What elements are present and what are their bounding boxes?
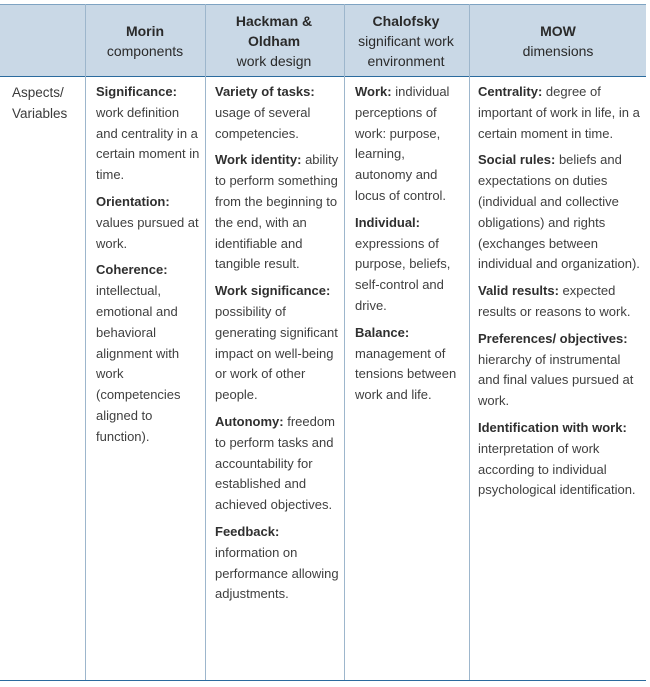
header-morin: [86, 5, 204, 76]
mow-desc: expected results or reasons to work.: [478, 283, 631, 319]
mow-term: Centrality:: [478, 84, 543, 99]
hackman-desc: ability to perform something from the beginning to the end, with an identifiable and tangible result.: [215, 152, 339, 272]
chalofsky-desc: individual perceptions of work: purpose, learning, autonomy and locus of control.: [355, 84, 450, 203]
column-divider: [205, 4, 206, 681]
morin-term: Orientation:: [96, 193, 170, 209]
morin-entry: [96, 82, 200, 186]
row-label-line2: Variables: [12, 106, 68, 121]
mow-desc: interpretation of work according to individual psychological identification.: [478, 440, 636, 498]
chalofsky-term: Individual:: [355, 214, 420, 230]
chalofsky-term: Balance:: [355, 324, 410, 340]
chalofsky-desc: expressions of purpose, beliefs, self-control and drive.: [355, 235, 451, 313]
header-chalofsky-line1: Chalofsky: [372, 12, 440, 29]
column-divider: [344, 4, 345, 681]
column-divider: [85, 4, 86, 681]
hackman-term: Autonomy:: [215, 413, 284, 429]
mow-term: Valid results:: [478, 283, 559, 299]
chalofsky-desc: management of tensions between work and life.: [355, 345, 457, 403]
chalofsky-entry: [355, 213, 463, 317]
hackman-entry: [215, 522, 339, 605]
table-header: [0, 4, 646, 77]
morin-desc: intellectual, emotional and behavioral alignment with work (competencies aligned to function).: [96, 283, 181, 444]
column-morin: [96, 82, 200, 454]
morin-term: Coherence:: [96, 262, 168, 278]
mow-term: Preferences/ objectives:: [478, 330, 628, 346]
header-chalofsky-line3: environment: [367, 52, 445, 69]
hackman-desc: usage of several competencies.: [215, 104, 311, 141]
hackman-term: Work identity:: [215, 152, 302, 168]
mow-term: Social rules:: [478, 152, 556, 168]
morin-desc: work definition and centrality in a certain moment in time.: [96, 104, 200, 183]
header-chalofsky: [345, 5, 467, 76]
column-chalofsky: [355, 82, 463, 412]
hackman-desc: information on performance allowing adjustments.: [215, 544, 339, 602]
table-bottom-border: [0, 680, 646, 681]
hackman-desc: possibility of generating significant impact on well-being or work of other people.: [215, 303, 338, 403]
hackman-entry: [215, 412, 339, 516]
morin-entry: [96, 260, 200, 447]
chalofsky-term: Work:: [355, 84, 392, 99]
header-morin-line1: Morin: [125, 22, 165, 39]
mow-entry: [478, 329, 640, 412]
hackman-entry: [215, 82, 339, 144]
mow-desc: degree of important of work in life, in a certain moment in time.: [478, 84, 640, 141]
mow-term: Identification with work:: [478, 419, 627, 435]
row-label-line1: Aspects/: [12, 85, 64, 100]
header-mow: [470, 5, 646, 76]
hackman-term: Work significance:: [215, 283, 331, 299]
chalofsky-entry: [355, 82, 463, 207]
mow-entry: [478, 281, 640, 323]
hackman-term: Variety of tasks:: [215, 84, 315, 99]
morin-entry: [96, 192, 200, 254]
mow-entry: [478, 82, 640, 144]
hackman-entry: [215, 150, 339, 275]
morin-desc: values pursued at work.: [96, 214, 199, 251]
header-hackman: [206, 5, 342, 76]
header-hackman-line1: Hackman &: [235, 12, 313, 29]
hackman-term: Feedback:: [215, 523, 280, 539]
mow-entry: [478, 418, 640, 501]
column-mow: [478, 82, 640, 507]
row-label: [12, 82, 67, 124]
column-divider: [469, 4, 470, 681]
header-mow-line1: MOW: [540, 22, 576, 39]
hackman-desc: freedom to perform tasks and accountability for established and achieved objectives.: [215, 413, 335, 513]
header-hackman-line2: Oldham: [247, 32, 301, 49]
hackman-entry: [215, 281, 339, 406]
mow-entry: [478, 150, 640, 275]
header-mow-line2: dimensions: [522, 42, 594, 59]
chalofsky-entry: [355, 323, 463, 406]
morin-term: Significance:: [96, 84, 177, 99]
header-chalofsky-line2: significant work: [358, 32, 454, 49]
column-hackman: [215, 82, 339, 611]
header-hackman-line3: work design: [236, 52, 312, 69]
mow-desc: hierarchy of instrumental and final values pursued at work.: [478, 351, 634, 409]
mow-desc: beliefs and expectations on duties (individual and collective obligations) and rights (exchanges between individual and organization).: [478, 152, 640, 272]
header-morin-line2: components: [106, 42, 184, 59]
